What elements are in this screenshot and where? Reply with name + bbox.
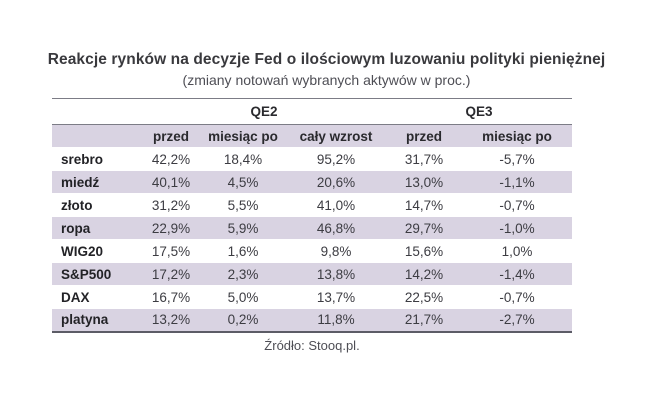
value-cell: -0,7% [499, 197, 535, 213]
value-cell: 14,7% [404, 197, 444, 213]
table-body [52, 148, 572, 332]
value-cell: 22,5% [404, 289, 444, 305]
page-subtitle: (zmiany notowań wybranych aktywów w proc.) [182, 72, 471, 88]
value-cell: 22,9% [151, 220, 191, 236]
value-cell: -1,0% [499, 220, 535, 236]
value-cell: 5,5% [227, 197, 259, 213]
value-cell: 2,3% [227, 266, 259, 282]
value-cell: -2,7% [499, 312, 535, 328]
table-row [52, 240, 572, 263]
value-cell: 18,4% [223, 151, 263, 167]
value-cell: -5,7% [499, 151, 535, 167]
table-row [52, 171, 572, 194]
value-cell: 16,7% [151, 289, 191, 305]
table-row [52, 217, 572, 240]
value-cell: 21,7% [404, 312, 444, 328]
table-row [52, 286, 572, 309]
value-cell: 13,2% [151, 312, 191, 328]
value-cell: 5,9% [227, 220, 259, 236]
table-head [52, 99, 572, 148]
value-cell: 11,8% [317, 312, 355, 328]
asset-label: WIG20 [61, 243, 104, 259]
value-cell: 40,1% [151, 174, 191, 190]
value-cell: 9,8% [320, 243, 352, 259]
column-header-caly-wzrost: cały wzrost [286, 125, 386, 148]
table-row [52, 148, 572, 171]
value-cell: 46,8% [316, 220, 356, 236]
asset-label: platyna [61, 312, 109, 328]
value-cell: -1,1% [499, 174, 535, 190]
value-cell: 1,6% [227, 243, 259, 259]
column-header-przed-qe2: przed [142, 125, 200, 148]
value-cell: 17,2% [151, 266, 191, 282]
value-cell: 20,6% [316, 174, 356, 190]
value-cell: 31,7% [404, 151, 444, 167]
column-header-miesiac-po-qe2: miesiąc po [200, 125, 286, 148]
asset-label: złoto [61, 197, 93, 213]
value-cell: 17,5% [151, 243, 191, 259]
table-row [52, 263, 572, 286]
value-cell: 31,2% [151, 197, 191, 213]
value-cell: 5,0% [227, 289, 259, 305]
asset-label: S&P500 [61, 266, 112, 282]
value-cell: 42,2% [151, 151, 191, 167]
table-row [52, 309, 572, 332]
group-header-qe3: QE3 [386, 99, 572, 125]
value-cell: 15,6% [404, 243, 444, 259]
table-row [52, 194, 572, 217]
column-header-miesiac-po-qe3: miesiąc po [462, 125, 572, 148]
value-cell: 14,2% [404, 266, 444, 282]
corner-cell [52, 99, 142, 125]
asset-label: srebro [61, 151, 104, 167]
value-cell: 29,7% [404, 220, 444, 236]
value-cell: 13,7% [316, 289, 356, 305]
corner-cell [52, 125, 142, 148]
value-cell: -1,4% [499, 266, 535, 282]
page-title: Reakcje rynków na decyzje Fed o ilościowym luzowaniu polityki pieniężnej [47, 51, 606, 68]
group-header-row [52, 99, 572, 125]
value-cell: 13,0% [404, 174, 444, 190]
value-cell: -0,7% [499, 289, 535, 305]
value-cell: 4,5% [227, 174, 259, 190]
group-header-qe2: QE2 [142, 99, 386, 125]
value-cell: 13,8% [316, 266, 356, 282]
asset-label: DAX [61, 289, 90, 305]
source-caption: Źródło: Stooq.pl. [264, 337, 360, 353]
asset-label: miedź [61, 174, 100, 190]
value-cell: 41,0% [316, 197, 356, 213]
value-cell: 0,2% [227, 312, 259, 328]
value-cell: 95,2% [316, 151, 356, 167]
qe-market-reactions-table [52, 98, 572, 333]
asset-label: ropa [61, 220, 91, 236]
value-cell: 1,0% [501, 243, 533, 259]
column-header-przed-qe3: przed [386, 125, 462, 148]
column-header-row [52, 125, 572, 148]
